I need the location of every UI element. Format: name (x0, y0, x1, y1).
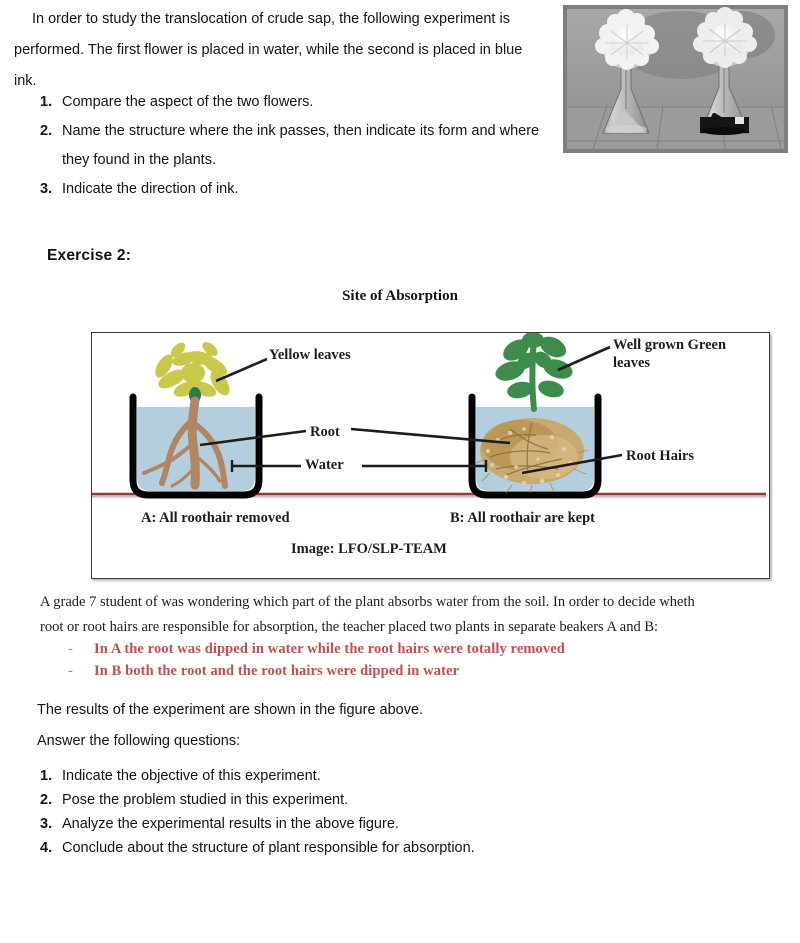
context-line-1: A grade 7 student of was wondering which part of the plant absorbs water from the soil. In order to decide wheth (40, 594, 695, 610)
label-root: Root (310, 424, 340, 440)
list-item-text: Name the structure where the ink passes, then indicate its form and where they found in the plants. (62, 123, 540, 168)
list-item (68, 638, 768, 660)
absorption-diagram (91, 332, 770, 579)
green-leaves-graphic (493, 333, 575, 409)
image-credit: Image: LFO/SLP-TEAM (291, 541, 447, 557)
figure-title: Site of Absorption (342, 288, 458, 304)
list-item-text: Indicate the objective of this experiment. (62, 768, 321, 784)
label-water: Water (305, 457, 344, 473)
exercise1-intro-text: In order to study the translocation of crude sap, the following experiment is performed. The first flower is placed in water, while the second is placed in blue ink. (14, 11, 523, 89)
label-root-hairs: Root Hairs (626, 448, 695, 464)
answer-prompt: Answer the following questions: (37, 733, 241, 749)
list-item (40, 812, 680, 836)
list-item (40, 788, 680, 812)
exercise2-heading: Exercise 2: (47, 247, 132, 264)
list-item-number: 4. (40, 840, 53, 856)
list-item (68, 660, 768, 682)
context-bullet-list (68, 638, 768, 682)
list-item-text: Compare the aspect of the two flowers. (62, 94, 314, 110)
list-item-text: Conclude about the structure of plant responsible for absorption. (62, 840, 475, 856)
caption-beaker-b: B: All roothair are kept (450, 510, 595, 526)
list-item-number: 3. (40, 816, 53, 832)
exercise1-question-list (40, 88, 540, 204)
label-green-leaves: Well grown Green leaves (613, 337, 727, 371)
list-item-number: 2. (40, 123, 53, 139)
list-item (40, 836, 680, 860)
bullet-text: In B both the root and the root hairs were dipped in water (94, 663, 460, 679)
exercise1-intro-paragraph (14, 4, 544, 97)
list-item-number: 3. (40, 181, 53, 197)
flowers-experiment-photo (563, 5, 788, 153)
list-item (40, 764, 680, 788)
list-item-text: Pose the problem studied in this experiment. (62, 792, 349, 808)
list-item (40, 117, 540, 175)
list-item-text: Indicate the direction of ink. (62, 181, 239, 197)
context-paragraph (40, 590, 800, 640)
list-item-number: 1. (40, 94, 53, 110)
list-item-number: 2. (40, 792, 53, 808)
closing-prose (37, 695, 677, 757)
bullet-dash: - (68, 663, 73, 679)
bullet-text: In A the root was dipped in water while the root hairs were totally removed (94, 641, 565, 657)
context-line-2: root or root hairs are responsible for absorption, the teacher placed two plants in separate beakers A and B: (40, 619, 659, 635)
results-line: The results of the experiment are shown in the figure above. (37, 702, 424, 718)
list-item (40, 88, 540, 117)
caption-beaker-a: A: All roothair removed (141, 510, 290, 526)
exercise2-question-list (40, 764, 680, 860)
list-item (40, 175, 540, 204)
list-item-number: 1. (40, 768, 53, 784)
beaker-a (133, 339, 259, 495)
list-item-text: Analyze the experimental results in the above figure. (62, 816, 399, 832)
bullet-dash: - (68, 641, 73, 657)
photo-illustration (563, 5, 788, 153)
label-yellow-leaves: Yellow leaves (269, 347, 351, 363)
